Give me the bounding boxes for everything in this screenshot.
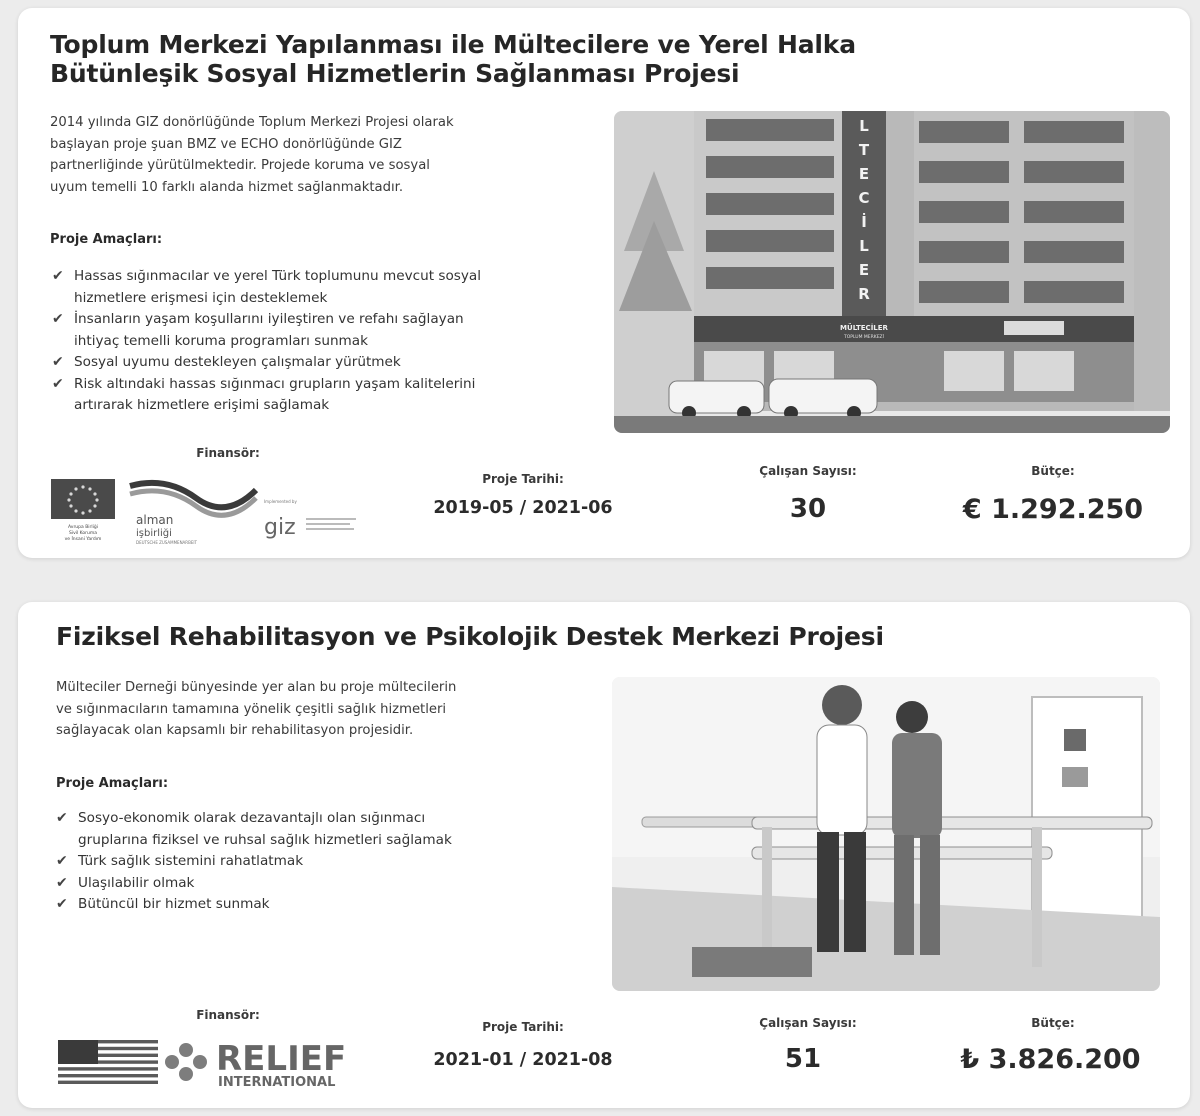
alman-isbirligi-logo [126,476,260,546]
goal-text: İnsanların yaşam koşullarını iyileştiren ve refahı sağlayan [74,311,464,327]
check-icon: ✔ [52,354,64,370]
giz-logo [262,494,374,540]
project-intro [56,677,582,742]
giz-mark [262,494,374,540]
goal-text: gruplarına fiziksel ve ruhsal sağlık hizmetleri sağlamak [78,831,452,848]
alman-text: alman [136,513,174,527]
goal-text: Türk sağlık sistemini rahatlatmak [78,853,304,869]
project-date-label: Proje Tarihi: [482,1020,564,1034]
project-card-community-center [18,8,1190,558]
sign-letter: E [858,261,870,279]
check-icon: ✔ [56,896,68,912]
budget-value: ₺ 3.826.200 [960,1044,1141,1075]
building-illustration [614,111,1170,433]
rehabilitation-photo [612,677,1160,991]
goal-text: hizmetlere erişmesi için desteklemek [74,289,328,306]
staff-count-value: 30 [789,494,827,524]
funder-label: Finansör: [196,1008,260,1022]
intro-line: ve sığınmacıların tamamına yönelik çeşitli sağlık hizmetleri [56,701,447,717]
goal-item [54,851,594,873]
relief-text: RELIEF [216,1039,347,1079]
deutsche-zusammenarbeit-text: DEUTSCHE ZUSAMMENARBEIT [136,540,197,545]
goal-text: Ulaşılabilir olmak [78,874,195,891]
check-icon: ✔ [52,375,64,392]
check-icon: ✔ [56,874,68,891]
sign-letter: C [858,189,870,207]
intro-line: başlayan proje şuan BMZ ve ECHO donörlüğünde GIZ [50,136,402,152]
intro-line: uyum temelli 10 farklı alanda hizmet sağlanmaktadır. [50,179,404,195]
building-photo [614,111,1170,433]
goals-heading: Proje Amaçları: [56,776,169,791]
goal-item [50,374,590,417]
check-icon: ✔ [56,853,68,869]
check-icon: ✔ [52,268,64,284]
budget-label: Bütçe: [1031,1016,1075,1030]
goal-text: Bütüncül bir hizmet sunmak [78,896,270,912]
intro-line: Mülteciler Derneği bünyesinde yer alan bu proje mültecilerin [56,680,457,695]
project-title-line-1: Toplum Merkezi Yapılanması ile Mültecilere ve Yerel Halka [50,30,856,59]
sign-letter: E [858,165,870,183]
goal-text: Hassas sığınmacılar ve yerel Türk toplumunu mevcut sosyal [74,268,481,284]
rehabilitation-illustration [612,677,1160,991]
check-icon: ✔ [56,810,68,826]
giz-small-text: Implemented by [264,499,297,504]
goal-item [50,352,590,374]
international-text: INTERNATIONAL [218,1075,336,1090]
staff-count-label: Çalışan Sayısı: [759,464,857,478]
goals-heading: Proje Amaçları: [50,232,163,247]
goal-item [54,894,594,916]
goal-item [54,873,594,895]
alman-isbirligi-mark [126,476,260,546]
eu-flag-icon [50,478,118,544]
goal-item [54,808,594,851]
staff-count-label: Çalışan Sayısı: [759,1016,857,1030]
goal-text: Sosyal uyumu destekleyen çalışmalar yürütmek [74,354,401,370]
sign-letter: L [859,117,869,135]
goal-item [50,309,590,352]
goal-text: Risk altındaki hassas sığınmacı grupların yaşam kalitelerini [74,375,476,392]
project-date-value: 2021-01 / 2021-08 [433,1050,613,1070]
relief-international-mark [58,1034,378,1090]
project-date-label: Proje Tarihi: [482,472,564,486]
sign-letter: R [858,285,870,303]
goals-list [50,266,590,417]
project-intro [50,112,584,198]
sign-letter: T [858,141,870,159]
intro-line: 2014 yılında GIZ donörlüğünde Toplum Merkezi Projesi olarak [50,115,454,130]
goal-text: ihtiyaç temelli koruma programları sunmak [74,332,368,349]
budget-value: € 1.292.250 [962,494,1144,525]
funder-label: Finansör: [196,446,260,460]
relief-international-logo [58,1034,378,1090]
eu-caption: ve İnsani Yardım [64,537,102,542]
project-card-rehabilitation [18,602,1190,1108]
check-icon: ✔ [52,311,64,327]
sign-letter: İ [861,213,867,231]
front-sign-sub: TOPLUM MERKEZİ [844,335,884,340]
eu-logo [50,478,118,544]
intro-line: sağlayacak olan kapsamlı bir rehabilitasyon projesidir. [56,723,414,738]
eu-caption: Avrupa Birliği [67,525,99,530]
goals-list [54,808,594,916]
isbirligi-text: işbirliği [136,528,172,539]
sign-letter: L [859,237,869,255]
project-title-line-2: Bütünleşik Sosyal Hizmetlerin Sağlanması Projesi [50,59,740,88]
goal-text: artırarak hizmetlere erişimi sağlamak [74,397,330,413]
project-title: Fiziksel Rehabilitasyon ve Psikolojik Destek Merkezi Projesi [56,622,884,651]
staff-count-value: 51 [784,1044,822,1074]
giz-text: giz [264,515,296,540]
budget-label: Bütçe: [1031,464,1075,478]
project-title [50,30,1050,88]
project-date-value: 2019-05 / 2021-06 [433,498,613,518]
goal-text: Sosyo-ekonomik olarak dezavantajlı olan sığınmacı [78,810,426,826]
eu-caption: Sivil Koruma [68,531,98,536]
intro-line: partnerliğinde yürütülmektedir. Projede koruma ve sosyal [50,158,430,173]
us-flag-icon [58,1040,158,1084]
goal-item [50,266,590,309]
front-sign: MÜLTECİLER [840,324,888,332]
